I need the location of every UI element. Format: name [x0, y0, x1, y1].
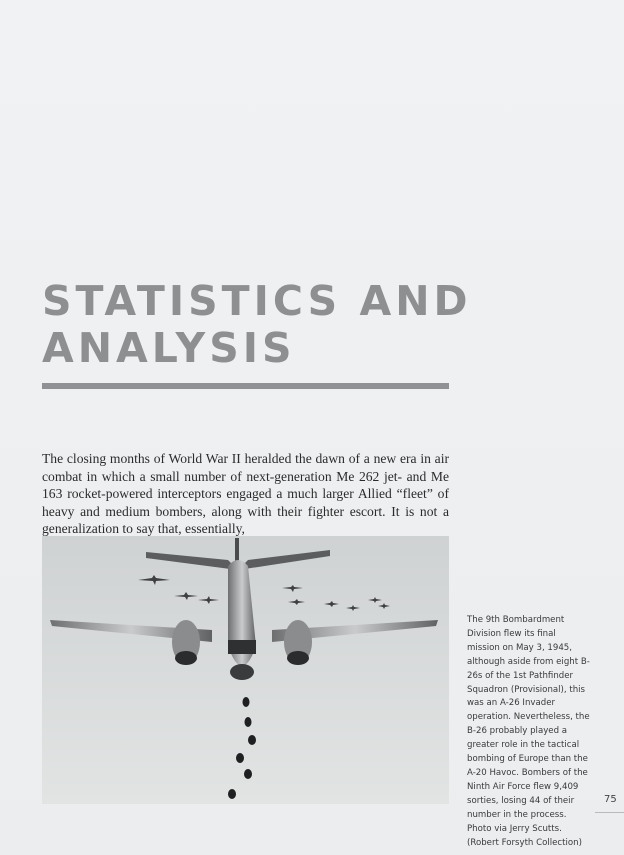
- bomber-illustration: [42, 536, 449, 804]
- chapter-heading-line2: ANALYSIS: [42, 324, 296, 372]
- photo-caption: The 9th Bombardment Division flew its final mission on May 3, 1945, although aside from eight B-26s of the 1st Pathfinder Squadron (Provisional), this was an A-26 Invader operation. Nevertheless, the B-26 probably played a greater role in the tactical bombing of Europe than the A-20 Havoc. Bombers of the Ninth Air Force flew 9,409 sorties, losing 44 of their number in the process. Photo via Jerry Scutts. (Robert Forsyth Collection): [467, 615, 590, 848]
- bomber-photo: [42, 536, 449, 804]
- heading-rule: [42, 383, 449, 389]
- chapter-heading: [42, 277, 472, 372]
- page-number: 75: [604, 794, 617, 805]
- chapter-heading-line1: STATISTICS AND: [42, 277, 472, 325]
- folio-rule: [595, 812, 624, 813]
- intro-paragraph: The closing months of World War II heralded the dawn of a new era in air combat in which a small number of next-generation Me 262 jet- and Me 163 rocket-powered interceptors engaged a much larger Allied “fleet” of heavy and medium bombers, along with their fighter escort. It is not a generalization to say that, essentially,: [42, 451, 449, 537]
